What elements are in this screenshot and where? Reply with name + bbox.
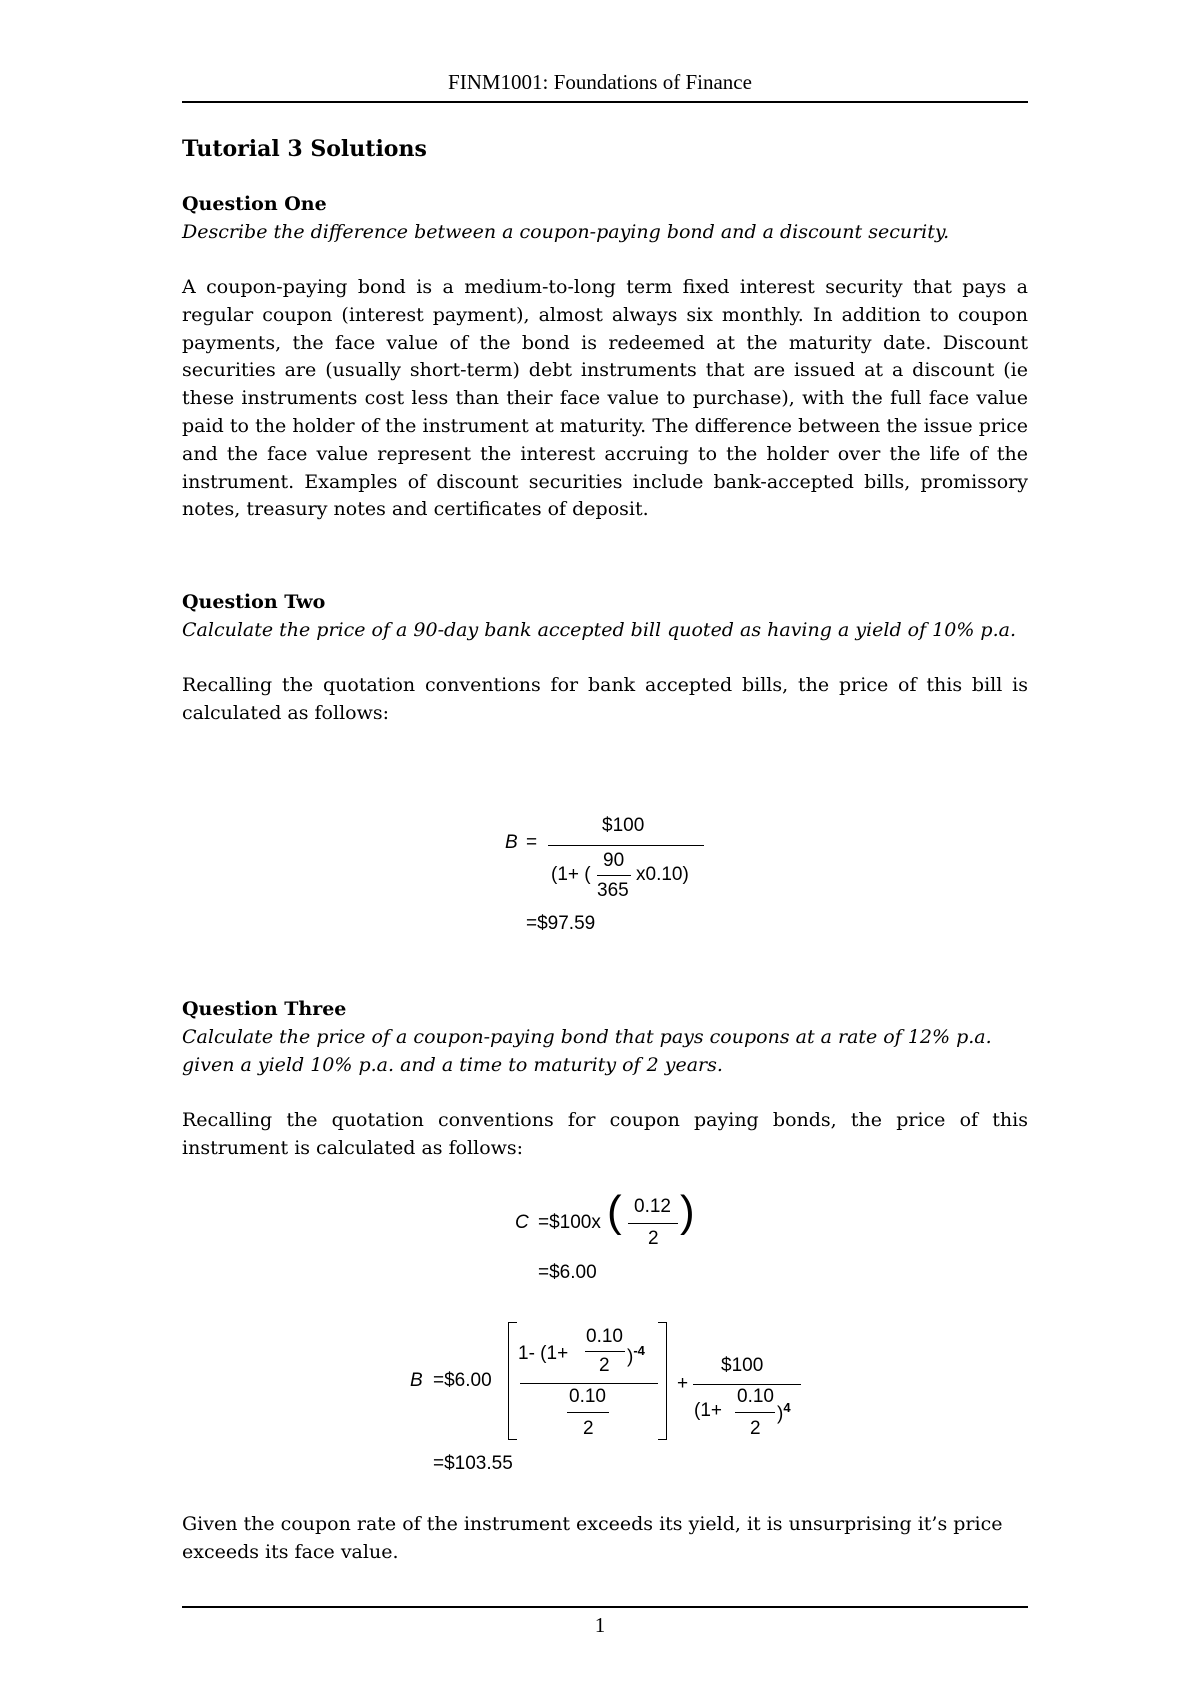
- formula-days-numerator: 90: [603, 850, 625, 871]
- document-title: Tutorial 3 Solutions: [182, 136, 427, 162]
- page-number: 1: [594, 1613, 606, 1637]
- formula-lhs: B: [505, 832, 518, 853]
- question-two-text: Calculate the price of a 90-day bank accepted bill quoted as having a yield of 10% p.a.: [182, 619, 1016, 641]
- plus-sign: +: [677, 1373, 689, 1394]
- annuity-inner-prefix: 1- (1+: [518, 1343, 569, 1364]
- question-two-section: [182, 588, 1028, 728]
- bond-coefficient: =$6.00: [433, 1370, 492, 1391]
- formula-result: =$97.59: [526, 913, 596, 934]
- bond-lhs: B: [410, 1370, 423, 1391]
- annuity-inner-exponent: )$^{-4}$: [627, 1343, 645, 1368]
- formula-days-denominator: 365: [597, 880, 629, 901]
- annuity-inner-numerator: 0.10: [586, 1326, 623, 1347]
- coupon-rate-numerator: 0.12: [634, 1196, 671, 1217]
- coupon-rate-denominator: 2: [648, 1228, 659, 1249]
- question-two-heading: Question Two: [182, 591, 326, 613]
- formula-equals: =: [526, 832, 538, 853]
- annuity-main-bar: [520, 1383, 658, 1384]
- page-header: FINM1001: Foundations of Finance: [448, 70, 752, 94]
- question-three-conclusion: Given the coupon rate of the instrument exceeds its yield, it is unsurprising it’s price exceeds its face value.: [182, 1513, 1003, 1563]
- right-paren: ): [680, 1187, 695, 1236]
- question-one-answer: A coupon-paying bond is a medium-to-long term fixed interest security that pays a regular coupon (interest payment), almost always six monthly. In addition to coupon payments, the face value of the bond is redeemed at the maturity date. Discount securities are (usually short-term) debt instruments that are issued at a discount (ie these instruments cost less than their face value to purchase), with the full face value paid to the holder of the instrument at maturity. The difference between the issue price and the face value represent the interest accruing to the holder over the life of the instrument. Examples of discount securities include bank-accepted bills, promissory notes, treasury notes and certificates of deposit.: [182, 276, 1028, 521]
- question-three-section: [182, 995, 1028, 1163]
- question-three-heading: Question Three: [182, 998, 347, 1020]
- coupon-fraction-bar: [628, 1223, 678, 1224]
- question-two-answer: Recalling the quotation conventions for bank accepted bills, the price of this bill is calculated as follows:: [182, 674, 1028, 724]
- annuity-den-numerator: 0.10: [569, 1386, 606, 1407]
- header-rule: [182, 101, 1028, 103]
- par-inner-numerator: 0.10: [737, 1386, 774, 1407]
- par-numerator: $100: [721, 1355, 764, 1376]
- annuity-den-denominator: 2: [583, 1418, 594, 1439]
- par-main-bar: [693, 1384, 801, 1385]
- annuity-inner-denominator: 2: [599, 1355, 610, 1376]
- footer-rule: [182, 1606, 1028, 1608]
- annuity-inner-bar: [585, 1351, 625, 1352]
- coupon-result: =$6.00: [538, 1262, 597, 1283]
- document-body: [182, 128, 1028, 524]
- left-paren: (: [607, 1187, 622, 1236]
- conclusion-section: [182, 1511, 1028, 1567]
- fraction-bar: [548, 845, 704, 846]
- days-fraction-bar: [597, 875, 631, 876]
- question-one-heading: Question One: [182, 193, 327, 215]
- coupon-lhs: C: [515, 1212, 529, 1233]
- coupon-equals: =$100x: [538, 1212, 601, 1233]
- left-bracket: [508, 1322, 517, 1440]
- par-inner-denominator: 2: [750, 1418, 761, 1439]
- par-exponent: )$^4$: [777, 1400, 791, 1425]
- formula-numerator: $100: [602, 815, 645, 836]
- formula-denominator-close: x0.10): [636, 864, 689, 885]
- question-three-answer: Recalling the quotation conventions for coupon paying bonds, the price of this instrument is calculated as follows:: [182, 1109, 1028, 1159]
- question-three-text: Calculate the price of a coupon-paying bond that pays coupons at a rate of 12% p.a. given a yield 10% p.a. and a time to maturity of 2 years.: [182, 1026, 992, 1076]
- par-inner-bar: [735, 1412, 775, 1413]
- formula-denominator-open: (1+ (: [551, 864, 591, 885]
- right-bracket: [658, 1322, 667, 1440]
- annuity-den-bar: [567, 1412, 609, 1413]
- bond-result: =$103.55: [433, 1453, 513, 1474]
- par-denominator-prefix: (1+: [694, 1400, 722, 1421]
- question-one-text: Describe the difference between a coupon-paying bond and a discount security.: [182, 221, 950, 243]
